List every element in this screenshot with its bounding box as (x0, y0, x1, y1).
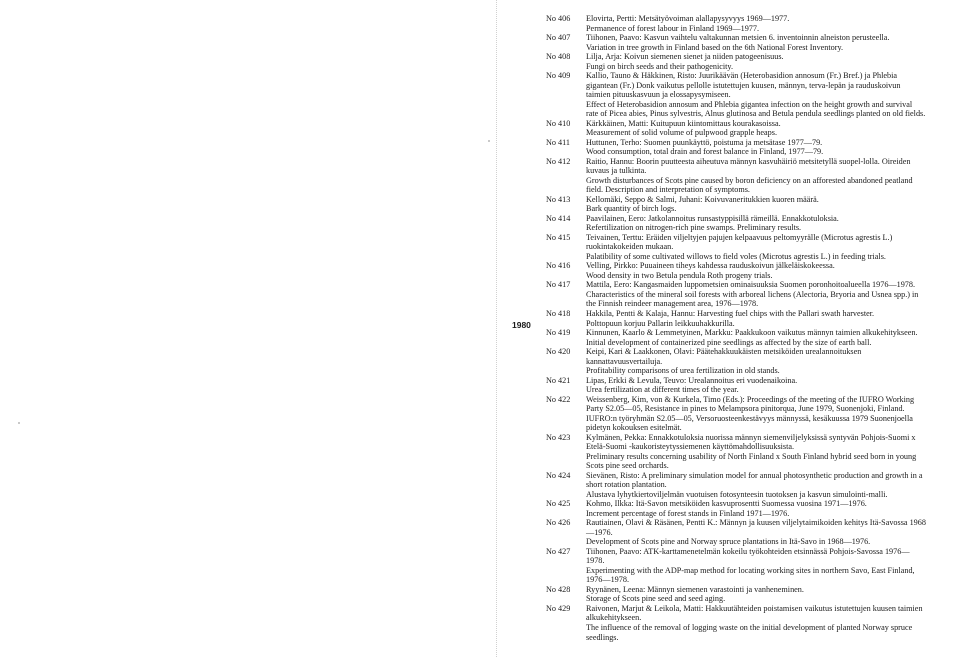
entry-translated-title: Palatibility of some cultivated willows to field voles (Microtus agrestis L.) in feeding trials. (586, 251, 886, 261)
entry-number: No 415 (546, 232, 571, 242)
entry-translated-title: Permanence of forest labour in Finland 1969—1977. (586, 23, 760, 33)
publication-entry (546, 347, 926, 376)
publication-entry (546, 395, 926, 433)
entry-original-title: Rautiainen, Olavi & Räsänen, Pentti K.: Männyn ja kuusen viljelytaimikoiden kehitys Itä-Savossa 1968—1976. (586, 518, 926, 537)
entry-text (586, 499, 926, 518)
publication-entry (546, 328, 926, 347)
publication-entry (546, 261, 926, 280)
entry-original-title: Kylmänen, Pekka: Ennakkotuloksia nuorissa männyn siemenviljelyksissä syntyvän Pohjois-Suomi x Etelä-Suomi -kaukoristeytyssiemenen käyttömahdollisuuksista. (586, 432, 916, 452)
entry-text (586, 471, 926, 500)
scan-speck (18, 422, 20, 424)
entry-number: No 410 (546, 118, 571, 128)
page-fold-divider (496, 0, 498, 657)
entry-number: No 426 (546, 518, 571, 528)
publication-entry (546, 499, 926, 518)
entry-number: No 406 (546, 14, 571, 23)
entry-translated-title: Increment percentage of forest stands in Finland 1971—1976. (586, 508, 790, 518)
entry-original-title: Ryynänen, Leena: Männyn siemenen varastointi ja vanheneminen. (586, 584, 804, 594)
publication-entry (546, 33, 926, 52)
publication-entry (546, 471, 926, 500)
entry-number: No 420 (546, 347, 571, 357)
entry-original-title: Tiihonen, Paavo: Kasvun vaihtelu valtakunnan metsien 6. inventoinnin alneiston perusteella. (586, 33, 890, 43)
entry-number: No 418 (546, 308, 571, 318)
entry-original-title: Kärkkäinen, Matti: Kuitupuun kiintomittaus kourakasoissa. (586, 118, 781, 128)
entry-original-title: Mattila, Eero: Kangasmaiden luppometsien ominaisuuksia Suomen poronhoitoalueella 1976—1978. (586, 280, 916, 290)
entry-number: No 409 (546, 71, 571, 81)
entry-text (586, 395, 926, 433)
publication-entry (546, 233, 926, 262)
entry-translated-title: IUFRO:n työryhmän S2.05—05, Versoruosteenkestävyys männyssä, kesäkuussa 1979 Suonenjoella pidetyn kokouksen esitelmät. (586, 413, 913, 433)
entry-translated-title: Wood consumption, total drain and forest balance in Finland, 1977—79. (586, 147, 824, 157)
entry-translated-title: Growth disturbances of Scots pine caused by boron deficiency on an afforested abandoned peatland field. Description and interpretation of symptoms. (586, 175, 913, 195)
entry-translated-title: Profitability comparisons of urea fertilization in old stands. (586, 366, 780, 376)
publication-entry (546, 604, 926, 642)
entry-number: No 428 (546, 584, 571, 594)
entry-original-title: Paavilainen, Eero: Jatkolannoitus runsastyppisillä rämeillä. Ennakkotuloksia. (586, 213, 839, 223)
entry-number: No 422 (546, 394, 571, 404)
entry-text (586, 547, 926, 585)
entry-original-title: Kohmo, Ilkka: Itä-Savon metsiköiden kasvuprosentti Suomessa vuosina 1971—1976. (586, 499, 867, 509)
entry-number: No 416 (546, 261, 571, 271)
entry-text (586, 328, 926, 347)
entry-translated-title: Alustava lyhytkiertoviljelmän vuotuisen fotosynteesin tuotoksen ja kasvun simulointi-malli. (586, 489, 888, 499)
entry-number: No 423 (546, 432, 571, 442)
publication-entry (546, 585, 926, 604)
publication-entry (546, 376, 926, 395)
entry-text (586, 157, 926, 195)
entry-number: No 414 (546, 213, 571, 223)
entry-original-title: Elovirta, Pertti: Metsätyövoiman alallapysyvyys 1969—1977. (586, 14, 790, 23)
entry-original-title: Tiihonen, Paavo: ATK-karttamenetelmän kokeilu työkohteiden etsinnässä Pohjois-Savossa 1976—1978. (586, 546, 910, 566)
entry-translated-title: Variation in tree growth in Finland based on the 6th National Forest Inventory. (586, 42, 844, 52)
entry-original-title: Velling, Pirkko: Puuaineen tiheys kahdessa rauduskoivun jälkeläiskokeessa. (586, 261, 835, 271)
entry-original-title: Keipi, Kari & Laakkonen, Olavi: Päätehakkuukäisten metsiköiden urealannoituksen kannattavuusvertailuja. (586, 347, 862, 366)
entry-number: No 413 (546, 194, 571, 204)
entry-text (586, 214, 926, 233)
publication-entry (546, 433, 926, 471)
entry-translated-title: Storage of Scots pine seed and seed aging. (586, 594, 726, 604)
entry-text (586, 604, 926, 642)
entry-original-title: Teivainen, Terttu: Eräiden viljeltyjen pajujen kelpaavuus peltomyyrälle (Microtus agrestis L.) ruokintakokeiden mukaan. (586, 232, 893, 252)
entry-translated-title: Development of Scots pine and Norway spruce plantations in Itä-Savo in 1968—1976. (586, 537, 871, 547)
entry-translated-title: Bark quantity of birch logs. (586, 204, 677, 214)
entry-number: No 417 (546, 280, 571, 290)
entry-translated-title: Experimenting with the ADP-map method for locating working sites in northern Savo, East Finland, 1976—1978. (586, 565, 915, 585)
entry-translated-title: Wood density in two Betula pendula Roth progeny trials. (586, 270, 773, 280)
entry-original-title: Weissenberg, Kim, von & Kurkela, Timo (Eds.): Proceedings of the meeting of the IUFRO Working Party S2.05—05, Resistance in pines to Melampsora pinitorqua, June 1979, Suonenjoki, Finland. (586, 394, 915, 414)
entry-text (586, 195, 926, 214)
entry-number: No 408 (546, 52, 571, 62)
entry-original-title: Raivonen, Marjut & Leikola, Matti: Hakkuutähteiden poistamisen vaikutus istutettujen kuusen taimien alkukehitykseen. (586, 603, 923, 623)
publication-entry (546, 14, 926, 33)
entry-text (586, 119, 926, 138)
entry-original-title: Huttunen, Terho: Suomen puunkäyttö, poistuma ja metsätase 1977—79. (586, 137, 823, 147)
publication-entry (546, 280, 926, 309)
entry-translated-title: Preliminary results concerning usability of North Finland x South Finland hybrid seed born in young Scots pine seed orchards. (586, 451, 917, 471)
entry-number: No 429 (546, 603, 571, 613)
publication-entry (546, 518, 926, 547)
entry-text (586, 433, 926, 471)
publication-entry (546, 52, 926, 71)
entry-number: No 407 (546, 33, 571, 43)
publication-entry (546, 138, 926, 157)
entry-number: No 425 (546, 499, 571, 509)
entry-original-title: Kallio, Tauno & Häkkinen, Risto: Juurikäävän (Heterobasidion annosum (Fr.) Bref.) ja Phlebia gigantean (Fr.) Donk vaikutus pellolle istutettujen kuusen, männyn, terva-lepän ja rauduskoivun taimien pituuskasvuun ja elossapysymiseen. (586, 71, 901, 100)
year-label: 1980 (512, 320, 531, 330)
entry-original-title: Lilja, Arja: Koivun siemenen sienet ja niiden patogeenisuus. (586, 52, 784, 62)
entry-number: No 419 (546, 328, 571, 338)
entry-original-title: Lipas, Erkki & Levula, Teuvo: Urealannoitus eri vuodenaikoina. (586, 375, 798, 385)
entry-translated-title: Urea fertilization at different times of the year. (586, 385, 739, 395)
entry-text (586, 52, 926, 71)
entry-translated-title: Characteristics of the mineral soil forests with arboreal lichens (Alectoria, Bryoria and Usnea spp.) in the Finnish reindeer management area, 1976—1978. (586, 289, 919, 309)
entry-original-title: Hakkila, Pentti & Kalaja, Hannu: Harvesting fuel chips with the Pallari swath harvester. (586, 308, 875, 318)
entry-original-title: Raitio, Hannu: Boorin puutteesta aiheutuva männyn kasvuhäiriö metsitetyllä suopel-lolla. Oireiden kuvaus ja tulkinta. (586, 156, 911, 176)
entry-translated-title: The influence of the removal of logging waste on the initial development of planted Norway spruce seedlings. (586, 623, 913, 642)
publication-list (546, 14, 926, 642)
entry-number: No 411 (546, 137, 571, 147)
publication-entry (546, 119, 926, 138)
entry-translated-title: Measurement of solid volume of pulpwood grapple heaps. (586, 128, 777, 138)
publication-entry (546, 309, 926, 328)
entry-text (586, 585, 926, 604)
entry-number: No 424 (546, 470, 571, 480)
entry-translated-title: Polttopuun korjuu Pallarin leikkuuhakkurilla. (586, 318, 735, 328)
entry-text (586, 280, 926, 309)
publication-entry (546, 71, 926, 119)
entry-text (586, 71, 926, 119)
publication-entry (546, 195, 926, 214)
entry-number: No 421 (546, 375, 571, 385)
entry-text (586, 347, 926, 376)
entry-translated-title: Refertilization on nitrogen-rich pine swamps. Preliminary results. (586, 223, 802, 233)
entry-number: No 427 (546, 546, 571, 556)
scan-speck (488, 140, 490, 142)
publication-entry (546, 157, 926, 195)
entry-original-title: Kinnunen, Kaarlo & Lemmetyinen, Markku: Paakkukoon vaikutus männyn taimien alkukehitykseen. (586, 328, 918, 338)
entry-text (586, 138, 926, 157)
entry-text (586, 309, 926, 328)
entry-number: No 412 (546, 156, 571, 166)
entry-text (586, 518, 926, 547)
entry-text (586, 261, 926, 280)
entry-text (586, 376, 926, 395)
entry-translated-title: Effect of Heterobasidion annosum and Phlebia gigantea infection on the height growth and survival rate of Picea abies, Pinus sylvestris, Alnus glutinosa and Betula pendula seedlings planted on old fields. (586, 99, 926, 119)
entry-original-title: Sievänen, Risto: A preliminary simulation model for annual photosynthetic production and growth in a short rotation plantation. (586, 470, 923, 490)
entry-text (586, 33, 926, 52)
entry-original-title: Kellomäki, Seppo & Salmi, Juhani: Koivuvaneritukkien kuoren määrä. (586, 194, 819, 204)
entry-translated-title: Initial development of containerized pine seedlings as affected by the size of earth ball. (586, 337, 872, 347)
entry-translated-title: Fungi on birch seeds and their pathogenicity. (586, 61, 734, 71)
publication-entry (546, 547, 926, 585)
publication-entry (546, 214, 926, 233)
entry-text (586, 14, 926, 33)
entry-text (586, 233, 926, 262)
